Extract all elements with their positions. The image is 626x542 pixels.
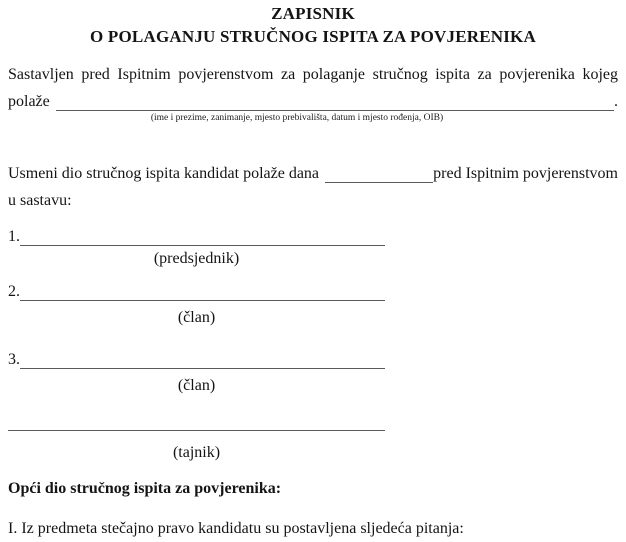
subject-1-question-line: I. Iz predmeta stečajno pravo kandidatu su postavljena sljedeća pitanja: xyxy=(8,520,464,537)
committee-row-3 xyxy=(8,349,385,371)
oral-exam-line2: u sastavu: xyxy=(8,192,72,209)
intro-paragraph-line1: Sastavljen pred Ispitnim povjerenstvom za polaganje stručnog ispita za povjerenika kojeg xyxy=(8,66,618,83)
secretary-name-field[interactable] xyxy=(8,411,385,431)
member-3-role-label: (član) xyxy=(177,377,216,394)
document-title-line1: ZAPISNIK xyxy=(271,4,355,23)
member-1-name-field[interactable] xyxy=(20,226,385,246)
secretary-role-label: (tajnik) xyxy=(172,444,221,461)
candidate-field-caption: (ime i prezime, zanimanje, mjesto prebivališta, datum i mjesto rođenja, OIB) xyxy=(150,113,444,123)
document-title-line2: O POLAGANJU STRUČNOG ISPITA ZA POVJERENIKA xyxy=(90,27,536,46)
oral-exam-after-date: pred Ispitnim povjerenstvom xyxy=(433,165,618,182)
committee-row-4 xyxy=(8,411,385,431)
member-3-name-field[interactable] xyxy=(20,349,385,369)
intro-line2-prefix: polaže xyxy=(8,93,50,110)
committee-row-2 xyxy=(8,281,385,303)
committee-row-3-number: 3. xyxy=(8,351,20,368)
intro-paragraph-line2 xyxy=(8,91,618,113)
member-2-name-field[interactable] xyxy=(20,281,385,301)
candidate-name-field[interactable] xyxy=(56,91,614,111)
general-section-heading: Opći dio stručnog ispita za povjerenika: xyxy=(8,480,282,497)
member-1-role-label: (predsjednik) xyxy=(153,250,240,267)
member-2-role-label: (član) xyxy=(177,309,216,326)
committee-row-1 xyxy=(8,226,385,248)
oral-exam-before-date: Usmeni dio stručnog ispita kandidat polaže dana xyxy=(8,165,320,182)
intro-line2-suffix: . xyxy=(614,93,618,110)
committee-row-1-number: 1. xyxy=(8,228,20,245)
committee-row-2-number: 2. xyxy=(8,283,20,300)
exam-date-field[interactable] xyxy=(325,163,433,183)
document-title xyxy=(0,2,626,48)
oral-exam-line1 xyxy=(8,163,618,185)
